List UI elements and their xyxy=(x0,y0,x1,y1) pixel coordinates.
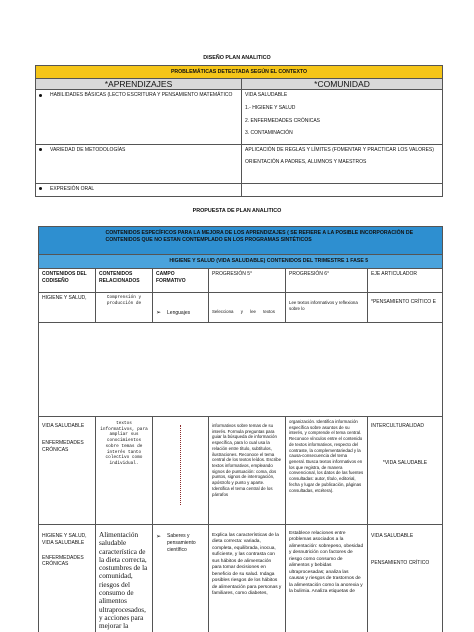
proposal-title: PROPUESTA DE PLAN ANALITICO xyxy=(192,208,282,214)
r2-progresion6: organización. Identifica información específica sobre asuntos de su interés, y comprende el tema central. Reconoce vínculos entre el contenido de textos informativos, respecto del contraste, la complementariedad y la causa-consecuencia del tema general. Busca textos informativos en los que registra, de manera convencional, los datos de las fuentes consultadas: autor, título, editorial, fecha y lugar de publicación, páginas consultadas, etcétera). xyxy=(286,417,368,525)
empty-cell xyxy=(242,184,443,197)
r1-campo xyxy=(153,293,209,323)
page-gap xyxy=(39,323,443,417)
comunidad-line: 2. ENFERMEDADES CRÓNICAS xyxy=(245,117,321,124)
r3-campo xyxy=(153,525,209,632)
r2-eje-line: INTERCULTURALIDAD xyxy=(371,423,424,429)
r1-progresion5: Selecciona y lee textos xyxy=(209,293,286,323)
header-blank xyxy=(39,255,96,269)
r1-relacionados: Comprensión y producción de xyxy=(96,293,153,323)
vida-saludable-cell xyxy=(242,90,443,145)
doc-title: DISEÑO PLAN ANALITICO xyxy=(203,55,271,61)
problems-table xyxy=(35,65,443,197)
r3-progresion6: Establece relaciones entre problemas asociados a la alimentación: sobrepeso, obesidad y desnutrición con factores de riesgo como consumo de alimentos y bebidas ultraprocesadas; analiza las causas y riesgos de trastornos de la alimentación como la anorexia y la bulimia. Analiza etiquetas de xyxy=(286,525,368,632)
r3-eje-line: PENSAMIENTO CRÍTICO xyxy=(371,559,430,566)
header-blank xyxy=(39,227,96,255)
r3-codiseno-line: HIGIENE Y SALUD, VIDA SALUDABLE xyxy=(42,533,87,546)
r1-codiseno: HIGIENE Y SALUD, xyxy=(39,293,96,323)
metodologias-cell xyxy=(36,145,242,184)
r1-campo-text: Lenguajes xyxy=(167,310,191,317)
metodologias-text: VARIEDAD DE METODOLOGÍAS xyxy=(50,147,126,153)
r2-codiseno-line: ENFERMEDADES CRÓNICAS xyxy=(42,439,84,453)
comunidad-line: VIDA SALUDABLE xyxy=(245,92,288,98)
r2-relacionados: textos informativos, para ampliar sus conocimientos sobre temas de interés tanto colectivo como individual. xyxy=(96,417,153,525)
hygiene-header: HIGIENE Y SALUD (VIDA SALUDABLE) CONTENIDOS DEL TRIMESTRE 1 FASE 5 xyxy=(96,255,443,269)
comunidad-line: APLICACIÓN DE REGLAS Y LÍMITES (FOMENTAR Y PRACTICAR LOS VALORES) xyxy=(245,147,434,153)
r1-progresion6: Lee textos informativos y reflexiona sobre lo xyxy=(286,293,368,323)
r2-codiseno-line: VIDA SALUDABLE xyxy=(42,423,85,429)
continuation-table xyxy=(38,416,443,632)
r3-codiseno-line: ENFERMEDADES CRÓNICAS xyxy=(42,554,84,568)
col-header-eje: EJE ARTICULADOR xyxy=(368,269,443,293)
expresion-cell xyxy=(36,184,242,197)
r3-relacionados: Alimentación saludable característica de la dieta correcta, costumbres de la comunidad, riesgos del consumo de alimentos ultraprocesados, y acciones para mejorar la xyxy=(96,525,153,632)
comunidad-header: *COMUNIDAD xyxy=(242,79,443,90)
arrow-bullet-icon: ➢ xyxy=(156,534,162,540)
r3-progresion5: Explica las características de la dieta correcta: variada, completa, equilibrada, inocua, suficiente, y las contrasta con sus hábitos de alimentación para tomar decisiones en beneficio de su salud. Indaga posibles riesgos de los hábitos de alimentación para personas y familiares, como diabetes, xyxy=(209,525,286,632)
r2-eje-line: *VIDA SALUDABLE xyxy=(382,459,428,466)
r2-progresion5: informativos sobre temas de su interés. Formula preguntas para guiar la búsqueda de información específica, para lo cual usa la relación entre título, subtítulos, ilustraciones. Reconoce el tema central de los textos leídos. Escribe textos informativos, empleando signos de puntuación: coma, dos puntos, signos de interrogación, apóstrofo y punto y aparte. Identifica el tema central de los párrafos xyxy=(209,417,286,525)
r3-campo-text: Saberes y pensamiento científico xyxy=(167,533,196,553)
r2-codiseno xyxy=(39,417,96,525)
r2-eje xyxy=(368,417,443,525)
dotted-line xyxy=(180,425,182,505)
col-header-relacionados: CONTENIDOS RELACIONADOS xyxy=(96,269,153,293)
bullet-icon xyxy=(39,148,42,151)
expresion-text: EXPRESIÓN ORAL xyxy=(50,186,95,192)
comunidad-line: 1.- HIGIENE Y SALUD xyxy=(245,104,296,111)
r2-campo xyxy=(153,417,209,525)
reglas-cell xyxy=(242,145,443,184)
contents-header: CONTENIDOS ESPECÍFICOS PARA LA MEJORA DE LOS APRENDIZAJES ( SE REFIERE A LA POSIBLE INCORPORACIÓN DE CONTENIDOS QUE NO ESTAN CONTEMPLADO EN LOS PROGRAMAS SINTÉTICOS xyxy=(96,227,443,255)
comunidad-line: 3. CONTAMINACIÓN xyxy=(245,130,293,137)
r3-eje-line: VIDA SALUDABLE xyxy=(371,533,414,539)
problem-header: PROBLEMÁTICAS DETECTADA SEGÚN EL CONTEXTO xyxy=(36,66,443,79)
col-header-campo: CAMPO FORMATIVO xyxy=(153,269,209,293)
habilidades-cell xyxy=(36,90,242,145)
r3-codiseno xyxy=(39,525,96,632)
aprendizajes-header: *APRENDIZAJES xyxy=(36,79,242,90)
bullet-icon xyxy=(39,94,42,97)
proposal-table xyxy=(38,226,443,417)
r3-eje xyxy=(368,525,443,632)
col-header-codiseno: CONTENIDOS DEL CODISEÑO xyxy=(39,269,96,293)
comunidad-line: ORIENTACIÓN A PADRES, ALUMNOS Y MAESTROS xyxy=(245,158,367,165)
habilidades-text: HABILIDADES BÁSICAS (LECTO ESCRITURA Y PENSAMIENTO MATEMÁTICO xyxy=(50,92,233,98)
col-header-progresion5: PROGRESIÓN 5° xyxy=(209,269,286,293)
arrow-bullet-icon: ➢ xyxy=(156,310,162,317)
col-header-progresion6: PROGRESIÓN 6° xyxy=(286,269,368,293)
bullet-icon xyxy=(39,187,42,190)
r1-eje: *PENSAMIENTO CRÍTICO E xyxy=(368,293,443,323)
